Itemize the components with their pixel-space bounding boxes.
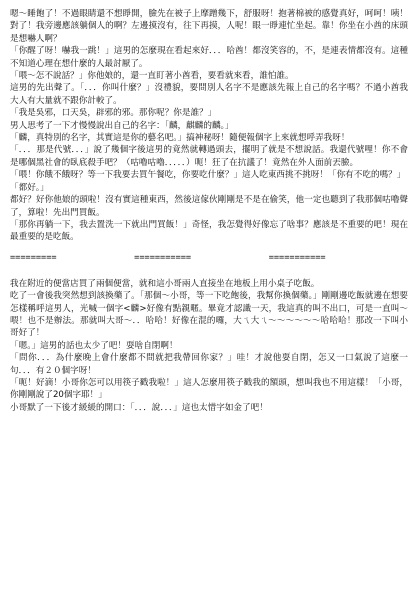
paragraph-narration: 我在附近的便當店買了兩個便當，就和這小哥兩人直接坐在地板上用小桌子吃飯。 bbox=[10, 278, 320, 289]
paragraph-dialogue: 「都好。」 bbox=[10, 182, 49, 193]
paragraph-dialogue: 「問你．．．為什麼晚上會什麼都不問就把我帶回你家？」哇！才說他耍自閉，怎又一口氣說了這麼一句．．．有２０個字呀！ bbox=[10, 353, 408, 376]
section-separator: ========= =========== =========== bbox=[10, 252, 326, 263]
paragraph-dialogue: 「喂～怎不說話？」你他娘的，還一直盯著小酋看，要看就來看，誰怕誰。 bbox=[10, 71, 294, 82]
paragraph-dialogue: 「．．．那是代號．．．」說了幾個字後這男的竟然就轉過頭去，擺明了就是不想說話。我還代號哩！你不會是哪個黑社會的臥底殺手吧？（咕嚕咕嚕．．．．．）呃！狂了在抗議了！竟然在外人面前丟臉。 bbox=[10, 145, 408, 168]
paragraph-narration: 小哥默了一下後才緩緩的開口：「．．．說．．．」這也太惜字如金了吧！ bbox=[10, 402, 268, 413]
paragraph-narration: 這男的先出聲了。「．．．你叫什麼？」沒禮貌，要問別人名字不是應該先報上自己的名字嗎？不過小酋我大人有大量就不跟你計較了。 bbox=[10, 83, 408, 106]
paragraph-dialogue: 「喂！你餓不餓呀？等一下我要去買午餐吃，你要吃什麼？」這人吃東西挑不挑呀！「你有不吃的嗎？」 bbox=[10, 170, 406, 181]
paragraph-dialogue: 「呃！好滴！小哥你怎可以用筷子戳我啦！」這人怎麼用筷子戳我的額頭，想叫我也不用這樣！「小哥，你剛剛說了20個字耶！」 bbox=[10, 377, 408, 401]
paragraph-dialogue: 「麟，真特別的名字，其實這是你的藝名吧。」搞神秘呀！隨便報個字上來就想呼弄我呀！ bbox=[10, 133, 350, 144]
paragraph-dialogue: 「我是吳邪，口天吳，辟邪的邪。那你呢？你是誰？」 bbox=[10, 108, 217, 119]
paragraph-narration: 吃了一會後我突然想到該換藥了。「那個～小哥，等一下吃飽後，我幫你換個藥。」剛剛邊吃飯就邊在想要怎樣稱呼這男人，光喊一個字<麟>好像有點親暱。畢竟才認識一天，我這真的叫不出口，可是一直叫～喂！也不是辦法。那就叫大哥～．．哈哈！好像在混的囉，大ㄟ大ㄟ～～～～～～哈哈哈！那改一下叫小哥好了！ bbox=[10, 291, 408, 339]
paragraph-dialogue: 「那你再躺一下，我去置洗一下就出門買飯！」奇怪，我怎覺得好像忘了啥事？應該是不重要的吧！現在最重要的是吃飯。 bbox=[10, 219, 408, 243]
paragraph-narration: 男人思考了一下才慢慢說出自己的名字：「麟，麒麟的麟。」 bbox=[10, 120, 234, 131]
paragraph-waking-up: 嗯～睡飽了！不過眼睛還不想睜開，臉先在被子上摩蹭幾下，舒服呀！抱著棉被的感覺真好，呵呵！咦！對了！我旁邊應該躺個人的啊？左邊摸沒有，往下再摸，人呢！眼一睜連忙坐起。靠！你坐在小酋的床頭是想嚇人啊？ bbox=[10, 9, 408, 44]
paragraph-narration: 都好？好你他娘的頭啦！沒有實這種東西，然後這傢伙剛剛是不是在偷笑，他一定也聽到了我那個咕嚕聲了，算啦！先出門買飯。 bbox=[10, 195, 408, 218]
paragraph-dialogue: 「嗯。」這男的話也太少了吧！耍啥自閉啊！ bbox=[10, 340, 178, 351]
paragraph-dialogue: 「你醒了呀！嚇我一跳！」這男的怎麼現在看起來好．．．哈酋！都沒笑容的，不，是連表情都沒有。這種不知道心理在想什麼的人最討厭了。 bbox=[10, 46, 408, 69]
